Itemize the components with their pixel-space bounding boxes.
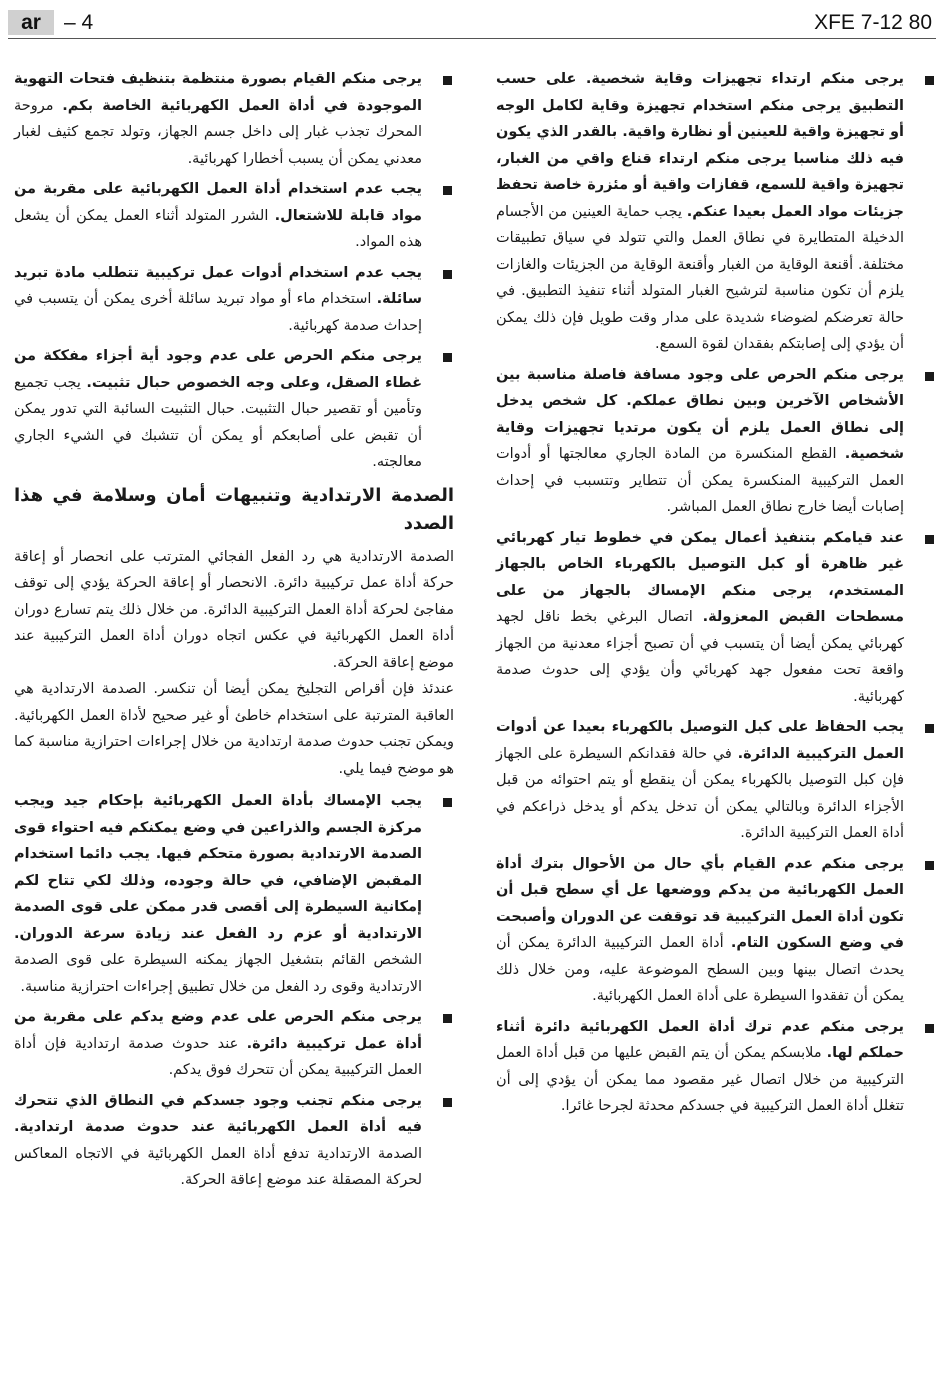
item-lead: يرجى منكم تجنب وجود جسدكم في النطاق الذي تتحرك فيه أداة العمل الكهربائية عند حدوث صدمة ارتدادية. [14, 1092, 422, 1135]
item-text: القطع المنكسرة من المادة الجاري معالجتها أو أدوات العمل التركيبية المنكسرة يمكن أن تتطاير وتتسبب في إحداث إصابات أيضا خارج نطاق العمل المباشر. [496, 446, 904, 515]
item-text: ملابسكم يمكن أن يتم القبض عليها من قبل أداة العمل التركيبية من خلال اتصال غير مقصود مما يمكن أن يؤدي إلى أن تتغلل أداة العمل التركيبية في جسدكم محدثة لجرحا غائرا. [496, 1045, 904, 1114]
item-text: الشخص القائم بتشغيل الجهاز يمكنه السيطرة على قوى الصدمة الارتدادية وقوى رد الفعل من خلال تطبيق إجراءات احترازية مناسبة. [14, 952, 422, 995]
list-item [14, 176, 454, 256]
square-bullet-icon [443, 270, 452, 279]
list-item [496, 362, 936, 521]
section-heading: الصدمة الارتدادية وتنبيهات أمان وسلامة في هذا الصدد [14, 484, 454, 534]
item-lead: يرجى منكم الحرص على عدم وضع يدكم على مقربة من أداة عمل تركيبية دائرة. [14, 1009, 422, 1052]
item-lead: يرجى منكم الحرص على عدم وجود أية أجزاء مفككة من غطاء الصقل، وعلى وجه الخصوص حبال تثبيت. [14, 348, 422, 391]
item-text: يجب حماية العينين من الأجسام الدخيلة المتطايرة في نطاق العمل والتي تتولد في سياق تطبيقات مختلفة. أقنعة الوقاية من الغبار وأقنعة الوقاية من الجزيئات والغازات يلزم أن تكون مناسبة لترشيح الغبار المتولد أثناء تنفيذ التطبيق. في حالة تعرضكم لضوضاء شديدة على مدار وقت طويل فإن ذلك يمكن أن يؤدي إلى إصابتكم بفقدان لقوة السمع. [496, 203, 904, 352]
list-item [14, 343, 454, 476]
right-column [496, 66, 936, 1369]
list-item [14, 66, 454, 172]
item-text: أداة العمل التركيبية الدائرة يمكن أن يحدث اتصال بينها وبين السطح الموضوعة عليه، ومن خلال ذلك يمكن أن تفقدوا السيطرة على أداة العمل الكهربائية. [496, 935, 904, 1004]
model-number: XFE 7-12 80 [814, 11, 932, 34]
item-lead: يجب عدم استخدام أدوات عمل تركيبية تتطلب مادة تبريد سائلة. [14, 264, 422, 307]
item-lead: يجب الحفاظ على كبل التوصيل بالكهرباء بعيدا عن أدوات العمل التركيبية الدائرة. [496, 719, 904, 762]
square-bullet-icon [443, 1014, 452, 1023]
list-item [496, 851, 936, 1010]
content-columns [14, 66, 936, 1369]
square-bullet-icon [925, 372, 934, 381]
item-text: اتصال البرغي بخط ناقل لجهد كهربائي يمكن أيضا أن يتسبب في أن تصبح أجزاء معدنية من الجهاز واقعة تحت مفعول جهد كهربائي وأن يؤدي إلى حدوث صدمة كهربائية. [496, 609, 904, 705]
item-text: مروحة المحرك تجذب غبار إلى داخل جسم الجهاز، وتولد تجمع كثيف لغبار معدني يمكن أن يسبب أخطارا كهربائية. [14, 97, 422, 167]
item-text: الشرر المتولد أثناء العمل يمكن أن يشعل هذه المواد. [14, 207, 422, 250]
square-bullet-icon [443, 353, 452, 362]
list-item [14, 260, 454, 340]
item-lead: يرجى منكم الحرص على وجود مسافة فاصلة مناسبة بين الأشخاص الآخرين وبين نطاق عملكم. كل شخص يدخل إلى نطاق العمل يلزم أن يكون مرتديا تجهيزات وقاية شخصية. [496, 366, 904, 462]
list-item [14, 1004, 454, 1084]
square-bullet-icon [443, 186, 452, 195]
header-divider [8, 38, 936, 39]
item-text: الصدمة الارتدادية تدفع أداة العمل الكهربائية في الاتجاه المعاكس لحركة المصقلة عند موضع إعاقة الحركة. [14, 1145, 422, 1188]
item-text: عند حدوث صدمة ارتدادية فإن أداة العمل التركيبية يمكن أن تتحرك فوق يدكم. [14, 1035, 422, 1078]
square-bullet-icon [925, 724, 934, 733]
square-bullet-icon [443, 1098, 452, 1107]
item-text: يجب تجميع وتأمين أو تقصير حبال التثبيت. حبال التثبيت السائبة التي تدور يمكن أن تقبض على أصابعكم أو يمكن أن تتشبك في الشيء الجاري معالجته. [14, 374, 422, 470]
list-item [496, 1014, 936, 1120]
item-lead: يجب عدم استخدام أداة العمل الكهربائية على مقربة من مواد قابلة للاشتعال. [14, 181, 422, 224]
item-lead: يجب الإمساك بأداة العمل الكهربائية بإحكام جيد ويجب مركزة الجسم والذراعين في وضع يمكنكم فيه احتواء قوى الصدمة الارتدادية بصورة متحكم فيها. يجب دائما استخدام المقبض الإضافي، في حالة وجوده، وذلك لكي تتاح لكم إمكانية السيطرة إلى أقصى قدر ممكن على قوى الصدمة الارتدادية أو عزم رد الفعل عند زيادة سرعة الدوران. [14, 793, 422, 942]
square-bullet-icon [925, 76, 934, 85]
square-bullet-icon [925, 861, 934, 870]
paragraph: عندئذ فإن أقراص التجليخ يمكن أيضا أن تنكسر. الصدمة الارتدادية هي العاقبة المترتبة على استخدام خاطئ أو غير صحيح لأداة العمل الكهربائية. ويمكن تجنب حدوث صدمة ارتدادية من خلال إجراءات احترازية مناسبة كما هو موضح فيما يلي. [14, 681, 454, 777]
language-badge: ar [8, 10, 54, 35]
item-lead: يرجى منكم عدم القيام بأي حال من الأحوال بترك أداة العمل الكهربائية من يدكم ووضعها عل أي سطح قبل أن تكون أداة العمل التركيبية قد توقفت عن الدوران وأصبحت في وضع السكون التام. [496, 855, 904, 951]
item-lead: يرجى منكم القيام بصورة منتظمة بتنظيف فتحات التهوية الموجودة في أداة العمل الكهربائية الخاصة بكم. [14, 71, 422, 114]
square-bullet-icon [925, 535, 934, 544]
square-bullet-icon [443, 76, 452, 85]
item-lead: يرجى منكم عدم ترك أداة العمل الكهربائية دائرة أثناء حملكم لها. [496, 1018, 904, 1061]
list-item [496, 714, 936, 847]
item-lead: عند قيامكم بتنفيذ أعمال يمكن في خطوط تيار كهربائي غير ظاهرة أو كبل التوصيل بالكهرباء الخاص بالجهاز المستخدم، يرجى منكم الإمساك بالجهاز من على مسطحات القبض المعزولة. [496, 529, 904, 625]
paragraph: الصدمة الارتدادية هي رد الفعل الفجائي المترتب على انحصار أو إعاقة حركة أداة عمل تركيبية دائرة. الانحصار أو إعاقة الحركة يؤدي إلى توقف مفاجئ لحركة أداة العمل التركيبية الدائرة. من خلال ذلك يتم تسارع دوران أداة العمل الكهربائية في عكس اتجاه دوران أداة العمل التركيبية عند موضع إعاقة الحركة. [14, 548, 454, 671]
page-number: – 4 [64, 11, 94, 34]
item-text: استخدام ماء أو مواد تبريد سائلة أخرى يمكن أن يتسبب في إحداث صدمة كهربائية. [14, 291, 422, 334]
left-column [14, 66, 454, 1369]
list-item [14, 1088, 454, 1194]
list-item [14, 788, 454, 1000]
item-lead: يرجى منكم ارتداء تجهيزات وقاية شخصية. على حسب التطبيق يرجى منكم استخدام تجهيزة وقاية لكامل الوجه أو تجهيزة واقية للعينين أو نظارة واقية. بالقدر الذي يكون فيه ذلك مناسبا يرجى منكم ارتداء قناع واقي من الغبار، تجهيزة واقية للسمع، قفازات واقية أو مئزرة خاصة تحفظ جزيئات مواد العمل بعيدا عنكم. [496, 71, 904, 220]
square-bullet-icon [443, 798, 452, 807]
list-item [496, 66, 936, 358]
page-header [8, 8, 936, 36]
square-bullet-icon [925, 1024, 934, 1033]
list-item [496, 525, 936, 711]
item-text: في حالة فقدانكم السيطرة على الجهاز فإن كبل التوصيل بالكهرباء يمكن أن ينقطع أو يتم احتوائه من قبل الأجزاء الدائرة وبالتالي يمكن أن تدخل يدكم أو يدخل ذراعكم في أداة العمل التركيبية الدائرة. [496, 745, 904, 841]
